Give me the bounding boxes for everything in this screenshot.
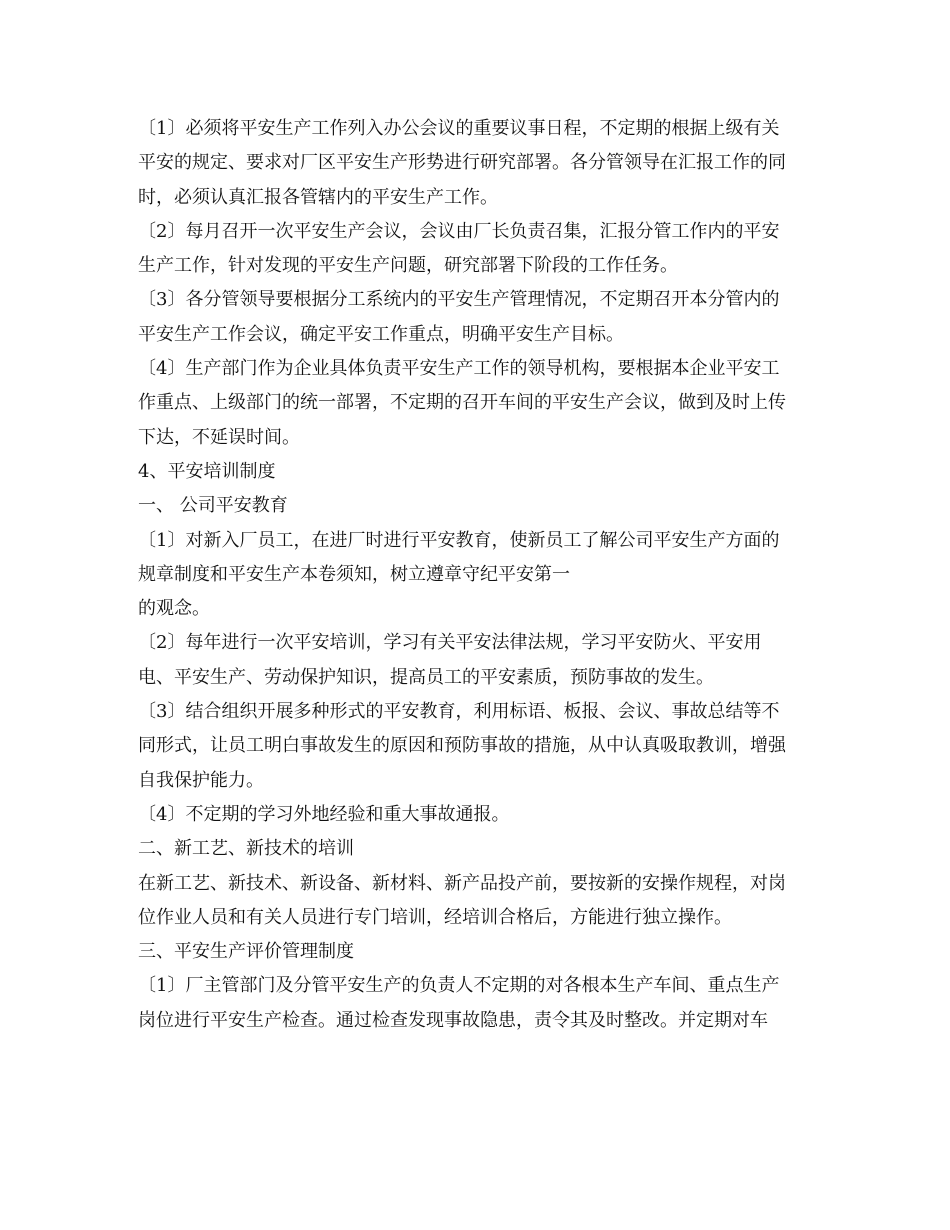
text-line: 〔4〕生产部门作为企业具体负责平安生产工作的领导机构，要根据本企业平安工 [138, 358, 780, 380]
text-line: 〔1〕厂主管部门及分管平安生产的负责人不定期的对各根本生产车间、重点生产 [138, 975, 780, 997]
text-line: 〔1〕对新入厂员工，在进厂时进行平安教育，使新员工了解公司平安生产方面的 [138, 529, 780, 551]
text-line: 生产工作，针对发现的平安生产问题，研究部署下阶段的工作任务。 [138, 255, 678, 277]
text-line: 〔1〕必须将平安生产工作列入办公会议的重要议事日程，不定期的根据上级有关 [138, 118, 780, 139]
text-line: 在新工艺、新技术、新设备、新材料、新产品投产前，要按新的安操作规程，对岗 [138, 872, 786, 894]
section-heading: 4、平安培训制度 [138, 460, 276, 482]
text-line: 〔2〕每年进行一次平安培训，学习有关平安法律法规，学习平安防火、平安用 [138, 632, 762, 654]
text-line: 〔4〕不定期的学习外地经验和重大事故通报。 [138, 803, 510, 825]
text-line: 平安的规定、要求对厂区平安生产形势进行研究部署。各分管领导在汇报工作的同 [138, 152, 786, 174]
section-heading: 一、 公司平安教育 [138, 495, 288, 517]
text-line: 平安生产工作会议，确定平安工作重点，明确平安生产目标。 [138, 323, 624, 345]
text-line: 岗位进行平安生产检查。通过检查发现事故隐患，责令其及时整改。并定期对车 [138, 1009, 768, 1031]
text-line: 规章制度和平安生产本卷须知，树立遵章守纪平安第一 [138, 563, 570, 585]
text-line: 同形式，让员工明白事故发生的原因和预防事故的措施，从中认真吸取教训，增强 [138, 735, 786, 757]
text-line: 时，必须认真汇报各管辖内的平安生产工作。 [138, 186, 498, 208]
text-line: 电、平安生产、劳动保护知识，提高员工的平安素质，预防事故的发生。 [138, 666, 714, 688]
text-line: 作重点、上级部门的统一部署，不定期的召开车间的平安生产会议，做到及时上传 [138, 392, 786, 414]
text-line: 位作业人员和有关人员进行专门培训，经培训合格后，方能进行独立操作。 [138, 906, 732, 928]
text-line: 下达，不延误时间。 [138, 426, 300, 448]
text-line: 的观念。 [138, 598, 210, 620]
text-line: 〔2〕每月召开一次平安生产会议，会议由厂长负责召集，汇报分管工作内的平安 [138, 220, 780, 242]
text-line: 自我保护能力。 [138, 769, 264, 791]
document-body [138, 112, 828, 1038]
text-line: 〔3〕各分管领导要根据分工系统内的平安生产管理情况，不定期召开本分管内的 [138, 289, 780, 311]
text-line: 〔3〕结合组织开展多种形式的平安教育，利用标语、板报、会议、事故总结等不 [138, 701, 780, 723]
section-heading: 二、新工艺、新技术的培训 [138, 838, 354, 860]
section-heading: 三、平安生产评价管理制度 [138, 941, 354, 963]
